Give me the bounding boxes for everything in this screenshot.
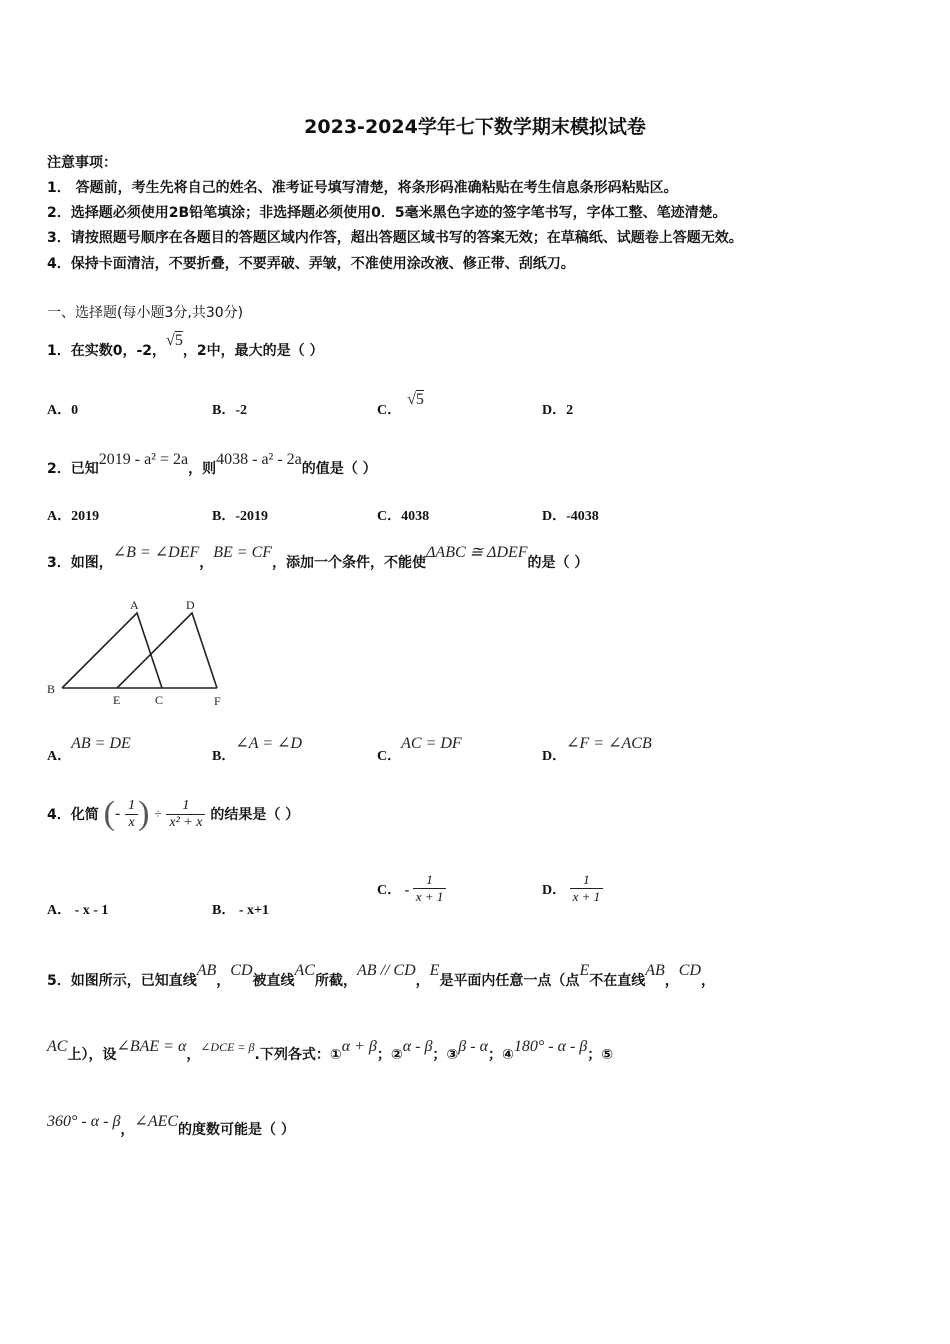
- q2-option-c[interactable]: C．4038: [377, 509, 430, 524]
- label-a: A: [130, 598, 139, 612]
- q2-option-b[interactable]: B．-2019: [212, 509, 268, 524]
- q4-option-b[interactable]: B． - x+1: [212, 903, 269, 918]
- q4-option-a[interactable]: A． - x - 1: [47, 903, 109, 918]
- page-title: 2023-2024学年七下数学期末模拟试卷: [304, 116, 646, 138]
- notice-item: 2．选择题必须使用2B铅笔填涂；非选择题必须使用0．5毫米黑色字迹的签字笔书写，字体工整、笔迹清楚。: [47, 205, 727, 221]
- triangle-def: [117, 613, 217, 688]
- label-f: F: [214, 694, 221, 708]
- q1-prefix: 1．在实数0，-2，: [47, 343, 167, 359]
- notice-item: 4．保持卡面清洁，不要折叠，不要弄破、弄皱，不准使用涂改液、修正带、刮纸刀。: [47, 256, 575, 272]
- q3-cond2: BE = CF: [213, 544, 273, 561]
- q3-option-b[interactable]: B．∠A = ∠D: [212, 735, 302, 764]
- q3-cond1: ∠B = ∠DEF: [112, 544, 200, 561]
- q4-option-c[interactable]: C． - $\frac{1}{x + 1}$: [377, 872, 446, 905]
- q4-option-c-frac: $\frac{1}{x + 1}$: [413, 872, 447, 905]
- q1-option-b[interactable]: B．-2: [212, 403, 247, 418]
- q4-option-d-frac: $\frac{1}{x + 1}$: [570, 872, 604, 905]
- q3-option-c[interactable]: C．AC = DF: [377, 735, 462, 764]
- question-4: 4．化简 (- $\frac{1}{x}$ ) ÷ $\frac{1}{\text{x² + x}}$ 的结果是（ ）: [47, 795, 300, 832]
- q3-triangle-figure: [40, 595, 240, 713]
- q1-option-a[interactable]: A．0: [47, 403, 79, 418]
- label-c: C: [155, 693, 164, 707]
- question-2: 2．已知2019 - a² = 2a，则4038 - a² - 2a的值是（ ）: [47, 451, 377, 477]
- q4-option-d[interactable]: D． $\frac{1}{x + 1}$: [542, 872, 603, 905]
- q4-frac2: $\frac{1}{\text{x² + x}}$: [166, 798, 205, 831]
- q3-option-a[interactable]: A．AB = DE: [47, 735, 131, 764]
- q3-option-d[interactable]: D．∠F = ∠ACB: [542, 735, 652, 764]
- q1-sqrt: √5: [166, 332, 183, 349]
- question-5-line-1: 5．如图所示，已知直线AB，CD被直线AC所截，AB // CD，E是平面内任意一点（点E不在直线AB，CD，: [47, 962, 715, 989]
- notice-item: 1． 答题前，考生先将自己的姓名、准考证号填写清楚，将条形码准确粘贴在考生信息条形码粘贴区。: [47, 180, 678, 196]
- question-5-line-2: AC上），设∠BAE = α，∠DCE = β.下列各式：①α + β；②α - β；③β - α；④180° - α - β；⑤: [47, 1038, 614, 1063]
- q1-option-d[interactable]: D．2: [542, 403, 574, 418]
- notice-heading: 注意事项：: [47, 155, 117, 171]
- triangle-abc: [62, 613, 162, 688]
- question-1: [47, 332, 324, 360]
- label-d: D: [186, 598, 195, 612]
- notice-item: 3．请按照题号顺序在各题目的答题区域内作答，超出答题区域书写的答案无效；在草稿纸、试题卷上答题无效。: [47, 230, 743, 246]
- q2-option-a[interactable]: A．2019: [47, 509, 100, 524]
- question-3: 3．如图，∠B = ∠DEF，BE = CF，添加一个条件，不能使ΔABC ≅ ΔDEF的是（ ）: [47, 544, 589, 571]
- label-b: B: [47, 682, 56, 696]
- q1-option-c[interactable]: C．√5: [377, 391, 424, 418]
- section-heading: 一、选择题(每小题3分,共30分): [47, 305, 244, 321]
- q2-expr2: 4038 - a² - 2a: [216, 451, 302, 468]
- q1-suffix: ，2中，最大的是（ ）: [182, 343, 324, 359]
- paren-close: ): [138, 795, 150, 832]
- q4-frac1: $\frac{1}{x}$: [125, 798, 138, 831]
- paren-open: (: [103, 795, 115, 832]
- q2-option-d[interactable]: D．-4038: [542, 509, 599, 524]
- label-e: E: [113, 693, 121, 707]
- q3-cond3: ΔABC ≅ ΔDEF: [426, 544, 528, 561]
- q2-expr1: 2019 - a² = 2a: [98, 451, 189, 468]
- question-5-line-3: 360° - α - β，∠AEC的度数可能是（ ）: [47, 1113, 295, 1138]
